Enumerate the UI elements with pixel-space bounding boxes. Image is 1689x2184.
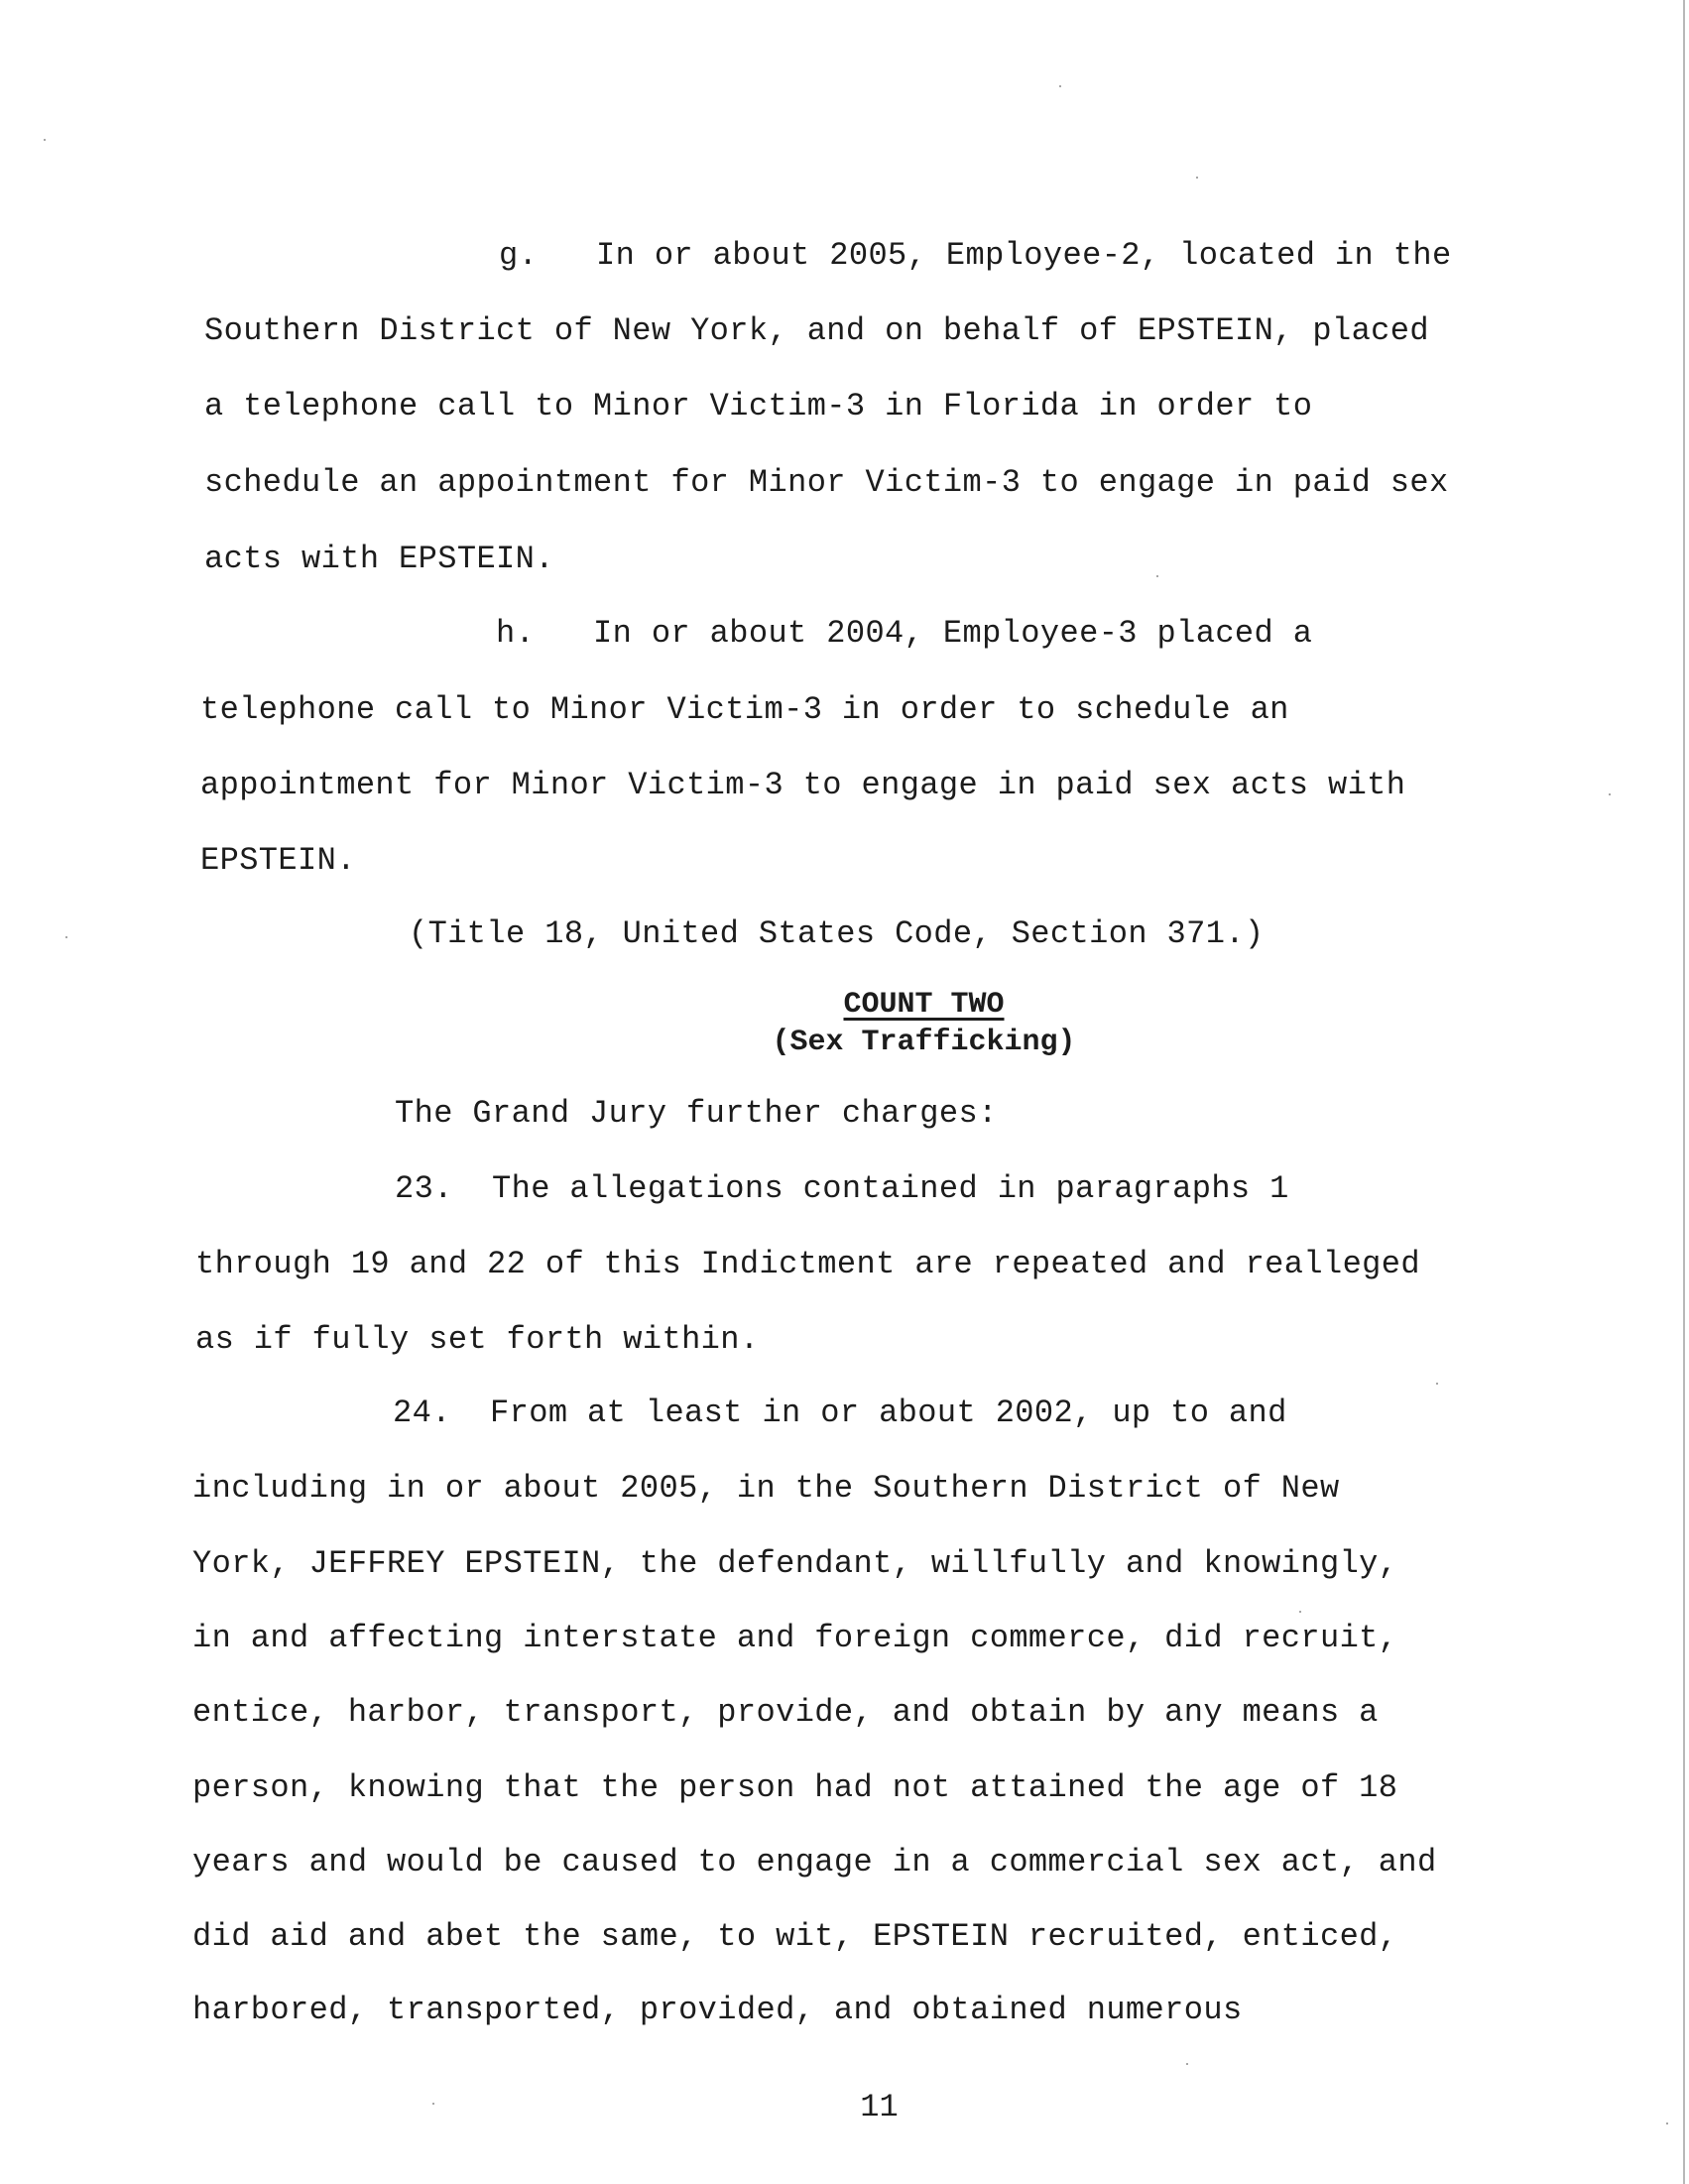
paragraph-24-line-3: York, JEFFREY EPSTEIN, the defendant, willfully and knowingly,: [192, 1545, 1398, 1582]
paragraph-g-line-3: a telephone call to Minor Victim-3 in Florida in order to: [204, 388, 1313, 425]
paragraph-24-line-6: person, knowing that the person had not attained the age of 18: [192, 1769, 1398, 1806]
paragraph-23-line-3: as if fully set forth within.: [195, 1321, 760, 1358]
paragraph-h-line-4: EPSTEIN.: [200, 842, 356, 879]
scan-speck: [1156, 575, 1158, 577]
paragraph-g-line-2: Southern District of New York, and on behalf of EPSTEIN, placed: [204, 312, 1429, 349]
paragraph-23-line-2: through 19 and 22 of this Indictment are repeated and realleged: [195, 1246, 1420, 1282]
scan-speck: [1609, 793, 1611, 795]
paragraph-24-line-9: harbored, transported, provided, and obtained numerous: [192, 1992, 1243, 2028]
count-subheading: (Sex Trafficking): [772, 1026, 1076, 1059]
paragraph-h-line-2: telephone call to Minor Victim-3 in order to schedule an: [200, 691, 1289, 728]
scan-speck: [65, 936, 67, 938]
statute-citation: (Title 18, United States Code, Section 371.): [409, 915, 1265, 952]
paragraph-24-line-4: in and affecting interstate and foreign commerce, did recruit,: [192, 1620, 1398, 1656]
paragraph-24-line-5: entice, harbor, transport, provide, and obtain by any means a: [192, 1694, 1379, 1731]
charges-intro: The Grand Jury further charges:: [395, 1095, 998, 1132]
paragraph-g-line-5: acts with EPSTEIN.: [204, 541, 554, 577]
page-number: 11: [860, 2089, 899, 2125]
paragraph-24-line-8: did aid and abet the same, to wit, EPSTEIN recruited, enticed,: [192, 1918, 1398, 1955]
scan-speck: [1196, 177, 1198, 179]
scan-speck: [1186, 2063, 1188, 2065]
scan-speck: [432, 2103, 434, 2105]
scan-speck: [1299, 1611, 1301, 1613]
scan-speck: [44, 139, 46, 141]
scan-edge: [1683, 0, 1685, 2184]
paragraph-g-line-1: g. In or about 2005, Employee-2, located in the: [499, 237, 1452, 274]
scan-speck: [1059, 85, 1061, 87]
count-heading: COUNT TWO: [843, 988, 1005, 1022]
paragraph-24-line-2: including in or about 2005, in the Southern District of New: [192, 1470, 1340, 1507]
paragraph-h-line-1: h. In or about 2004, Employee-3 placed a: [496, 615, 1313, 652]
paragraph-24-line-7: years and would be caused to engage in a commercial sex act, and: [192, 1844, 1437, 1881]
paragraph-g-line-4: schedule an appointment for Minor Victim-3 to engage in paid sex: [204, 464, 1449, 501]
paragraph-24-line-1: 24. From at least in or about 2002, up to and: [393, 1395, 1287, 1431]
scan-speck: [1436, 1383, 1438, 1385]
paragraph-h-line-3: appointment for Minor Victim-3 to engage in paid sex acts with: [200, 767, 1406, 803]
scan-speck: [1666, 2123, 1668, 2124]
paragraph-23-line-1: 23. The allegations contained in paragraphs 1: [395, 1170, 1289, 1207]
